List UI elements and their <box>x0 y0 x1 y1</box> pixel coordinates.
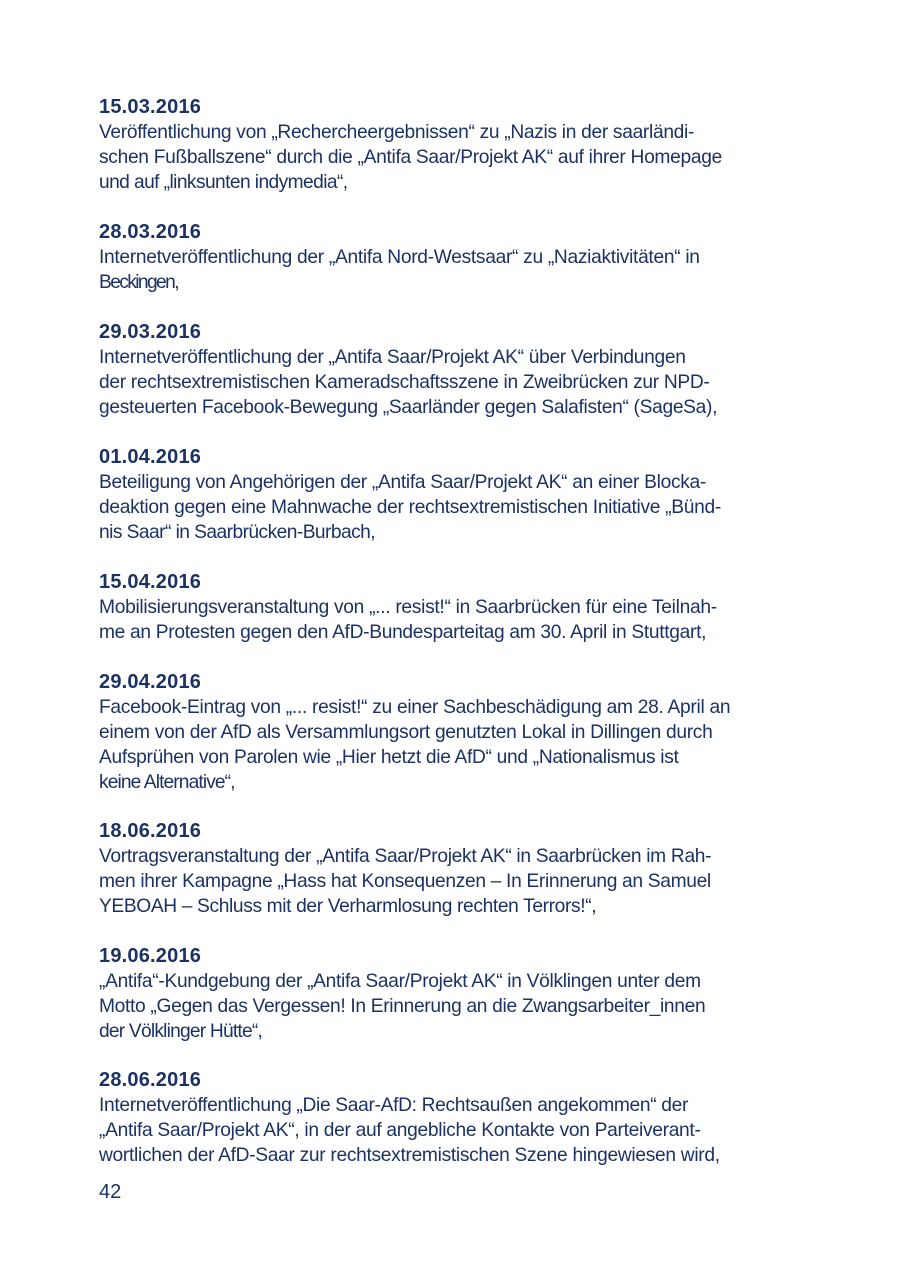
entry-text-line: nis Saar“ in Saarbrücken-Burbach, <box>99 522 376 543</box>
entry-text-line: Internetveröffentlichung der „Antifa Saar/Projekt AK“ über Verbindungen <box>99 347 686 368</box>
entry-date: 19.06.2016 <box>99 945 202 967</box>
chronology-entry <box>99 944 819 1044</box>
entry-date: 29.03.2016 <box>99 321 202 343</box>
entry-text-line: gesteuerten Facebook-Bewegung „Saarländer gegen Salafisten“ (SageSa), <box>99 397 718 418</box>
entry-date: 29.04.2016 <box>99 671 202 693</box>
chronology-entry <box>99 1068 819 1168</box>
entry-date: 28.03.2016 <box>99 221 202 243</box>
entry-text-line: Aufsprühen von Parolen wie „Hier hetzt die AfD“ und „Nationalismus ist <box>99 747 679 768</box>
entry-text-line: schen Fußballszene“ durch die „Antifa Saar/Projekt AK“ auf ihrer Homepage <box>99 147 722 168</box>
entry-date: 15.04.2016 <box>99 571 202 593</box>
entry-text-line: einem von der AfD als Versammlungsort genutzten Lokal in Dillingen durch <box>99 722 713 743</box>
entry-text-line: me an Protesten gegen den AfD-Bundesparteitag am 30. April in Stuttgart, <box>99 622 707 643</box>
entry-date: 18.06.2016 <box>99 820 202 842</box>
entry-text-line: der rechtsextremistischen Kameradschaftsszene in Zweibrücken zur NPD- <box>99 372 710 393</box>
entry-text-line: deaktion gegen eine Mahnwache der rechtsextremistischen Initiative „Bünd- <box>99 497 721 518</box>
page-number: 42 <box>99 1181 122 1203</box>
entry-text-line: men ihrer Kampagne „Hass hat Konsequenzen – In Erinnerung an Samuel <box>99 871 711 892</box>
chronology-entry <box>99 320 819 420</box>
entry-text-line: keine Alternative“, <box>99 772 235 793</box>
entry-text-line: Internetveröffentlichung der „Antifa Nord-Westsaar“ zu „Naziaktivitäten“ in <box>99 247 700 268</box>
entry-text-line: Mobilisierungsveranstaltung von „... resist!“ in Saarbrücken für eine Teilnah- <box>99 597 717 618</box>
entry-text-line: Veröffentlichung von „Rechercheergebnissen“ zu „Nazis in der saarländi- <box>99 122 695 143</box>
chronology-entry <box>99 570 819 645</box>
chronology-entry <box>99 220 819 295</box>
entry-text-line: Motto „Gegen das Vergessen! In Erinnerung an die Zwangsarbeiter_innen <box>99 996 706 1017</box>
entry-text-line: der Völklinger Hütte“, <box>99 1021 263 1042</box>
entry-text-line: YEBOAH – Schluss mit der Verharmlosung rechten Terrors!“, <box>99 896 597 917</box>
entry-text-line: Internetveröffentlichung „Die Saar-AfD: Rechtsaußen angekommen“ der <box>99 1095 689 1116</box>
entry-date: 28.06.2016 <box>99 1069 202 1091</box>
entry-text-line: „Antifa Saar/Projekt AK“, in der auf angebliche Kontakte von Parteiverant- <box>99 1120 701 1141</box>
chronology-entry <box>99 445 819 545</box>
entry-text-line: Facebook-Eintrag von „... resist!“ zu einer Sachbeschädigung am 28. April an <box>99 697 731 718</box>
entry-text-line: „Antifa“-Kundgebung der „Antifa Saar/Projekt AK“ in Völklingen unter dem <box>99 971 701 992</box>
chronology-entry <box>99 95 819 195</box>
entry-date: 01.04.2016 <box>99 446 202 468</box>
entry-text-line: Beckingen, <box>99 272 178 293</box>
entry-text-line: wortlichen der AfD-Saar zur rechtsextremistischen Szene hingewiesen wird, <box>99 1145 720 1166</box>
entry-date: 15.03.2016 <box>99 96 202 118</box>
entry-text-line: und auf „linksunten indymedia“, <box>99 172 348 193</box>
entry-text-line: Vortragsveranstaltung der „Antifa Saar/Projekt AK“ in Saarbrücken im Rah- <box>99 846 712 867</box>
chronology-entry <box>99 670 819 795</box>
chronology-entry <box>99 819 819 919</box>
entry-text-line: Beteiligung von Angehörigen der „Antifa Saar/Projekt AK“ an einer Blocka- <box>99 472 706 493</box>
